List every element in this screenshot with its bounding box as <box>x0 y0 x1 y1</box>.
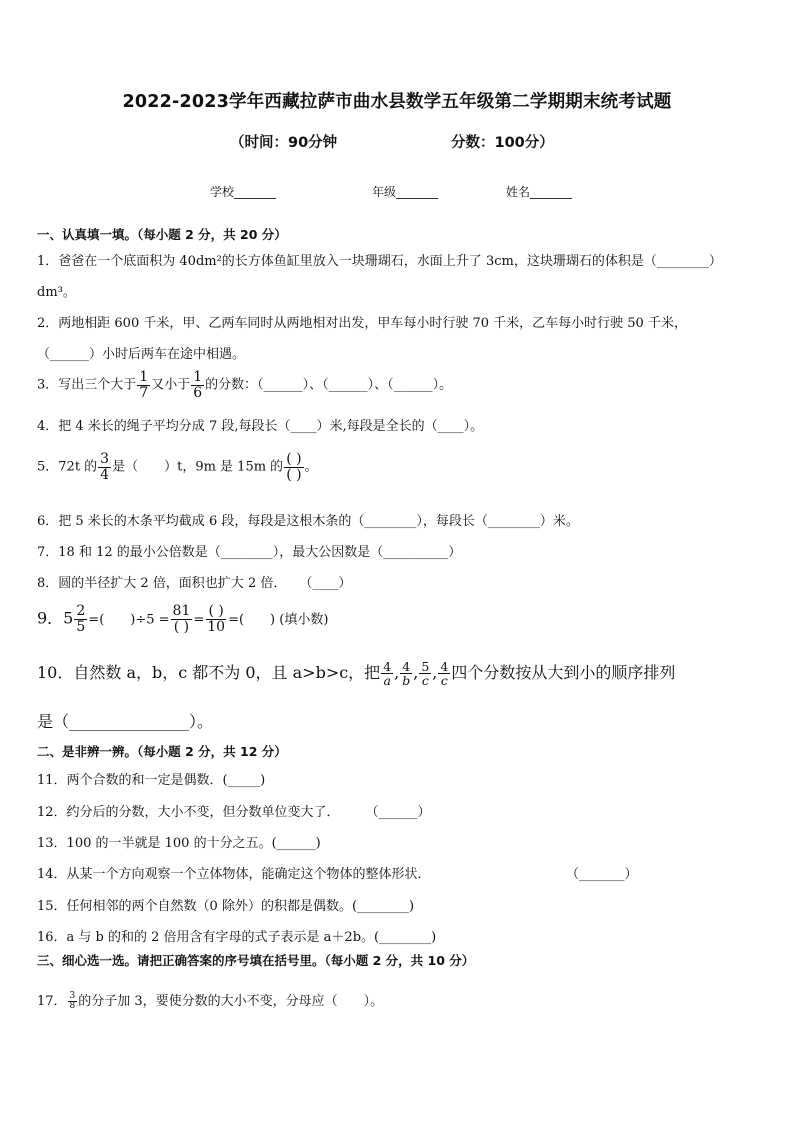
question-14: 14．从某一个方向观察一个立体物体，能确定这个物体的整体形状． <box>37 867 431 882</box>
question-10-line-1: 10．自然数 a，b，c 都不为 0，且 a>b>c，把 $\frac{4}{a}$ , $\frac{4}{b}$ , $\frac{5}{c}$ , $\frac{4}{c}$ 四个分数按从大到小的顺序排列 <box>37 659 676 689</box>
fraction-blank: $\frac{( )}{( )}$ <box>286 451 302 483</box>
question-1-line-2: dm³。 <box>37 285 76 300</box>
section-2-heading: 二、是非辨一辨。（每小题 2 分，共 12 分） <box>37 744 287 759</box>
question-3: 3．写出三个大于 $\frac{1}{7}$ 又小于 $\frac{1}{6}$ 的分数：（______）、（______）、（______）。 <box>37 369 453 401</box>
question-1-line-1: 1．爸爸在一个底面积为 40dm²的长方体鱼缸里放入一块珊瑚石，水面上升了 3cm，这块珊瑚石的体积是（________） <box>37 254 722 269</box>
grade-field: 年级_______ <box>372 185 439 199</box>
question-16: 16．a 与 b 的和的 2 倍用含有字母的式子表示是 a＋2b。(________) <box>37 930 437 945</box>
question-12: 12．约分后的分数，大小不变，但分数单位变大了． （______） <box>37 805 431 820</box>
fraction-5-over-c: $\frac{5}{c}$ <box>421 659 430 689</box>
question-4: 4．把 4 米长的绳子平均分成 7 段,每段长（____）米,每段是全长的（____）。 <box>37 419 484 434</box>
question-7: 7．18 和 12 的最小公倍数是（________），最大公因数是（__________） <box>37 545 462 560</box>
question-8: 8．圆的半径扩大 2 倍，面积也扩大 2 倍． （____） <box>37 576 352 591</box>
name-field: 姓名_______ <box>506 185 573 199</box>
fraction-three-eighths: $\frac{3}{8}$ <box>69 990 76 1011</box>
fraction-blank-over-10: $\frac{( )}{10}$ <box>207 603 226 635</box>
fraction-4-over-b: $\frac{4}{b}$ <box>402 659 411 689</box>
fraction-one-seventh: $\frac{1}{7}$ <box>139 369 149 401</box>
section-3-heading: 三、细心选一选。请把正确答案的序号填在括号里。（每小题 2 分，共 10 分） <box>37 953 475 968</box>
question-2-line-2: （______）小时后两车在途中相遇。 <box>37 347 246 362</box>
question-2-line-1: 2．两地相距 600 千米，甲、乙两车同时从两地相对出发，甲车每小时行驶 70 千米，乙车每小时行驶 50 千米， <box>37 316 687 331</box>
question-9: 9．5 $\frac{2}{5}$ =( )÷5 = $\frac{81}{( )}$ = $\frac{( )}{10}$ =( ) (填小数) <box>37 603 329 635</box>
school-field: 学校_______ <box>210 185 277 199</box>
fraction-one-sixth: $\frac{1}{6}$ <box>193 369 203 401</box>
section-1-heading: 一、认真填一填。（每小题 2 分，共 20 分） <box>37 227 287 242</box>
question-10-line-2: 是（_______________）。 <box>37 712 214 731</box>
question-15: 15．任何相邻的两个自然数（0 除外）的积都是偶数。(________) <box>37 899 415 914</box>
question-17: 17． $\frac{3}{8}$ 的分子加 3，要使分数的大小不变，分母应（ ）。 <box>37 990 384 1011</box>
question-13: 13．100 的一半就是 100 的十分之五。(______) <box>37 836 321 851</box>
score-info: 分数：100分） <box>451 135 554 151</box>
time-info: （时间：90分钟 <box>230 135 338 151</box>
fraction-three-quarters: $\frac{3}{4}$ <box>100 451 110 483</box>
question-5: 5．72t 的 $\frac{3}{4}$ 是（ ）t，9m 是 15m 的 $\frac{( )}{( )}$ 。 <box>37 451 318 483</box>
fraction-4-over-c: $\frac{4}{c}$ <box>440 659 449 689</box>
question-11: 11．两个合数的和一定是偶数．(_____) <box>37 773 266 788</box>
fraction-two-fifths: $\frac{2}{5}$ <box>76 603 86 635</box>
question-6: 6．把 5 米长的木条平均截成 6 段，每段是这根木条的（________），每段长（________）米。 <box>37 514 579 529</box>
fraction-4-over-a: $\frac{4}{a}$ <box>383 659 392 689</box>
fraction-81-over-blank: $\frac{81}{( )}$ <box>172 603 191 635</box>
page-title: 2022-2023学年西藏拉萨市曲水县数学五年级第二学期期末统考试题 <box>122 92 672 112</box>
question-14-answer-blank: （_______） <box>566 867 638 882</box>
